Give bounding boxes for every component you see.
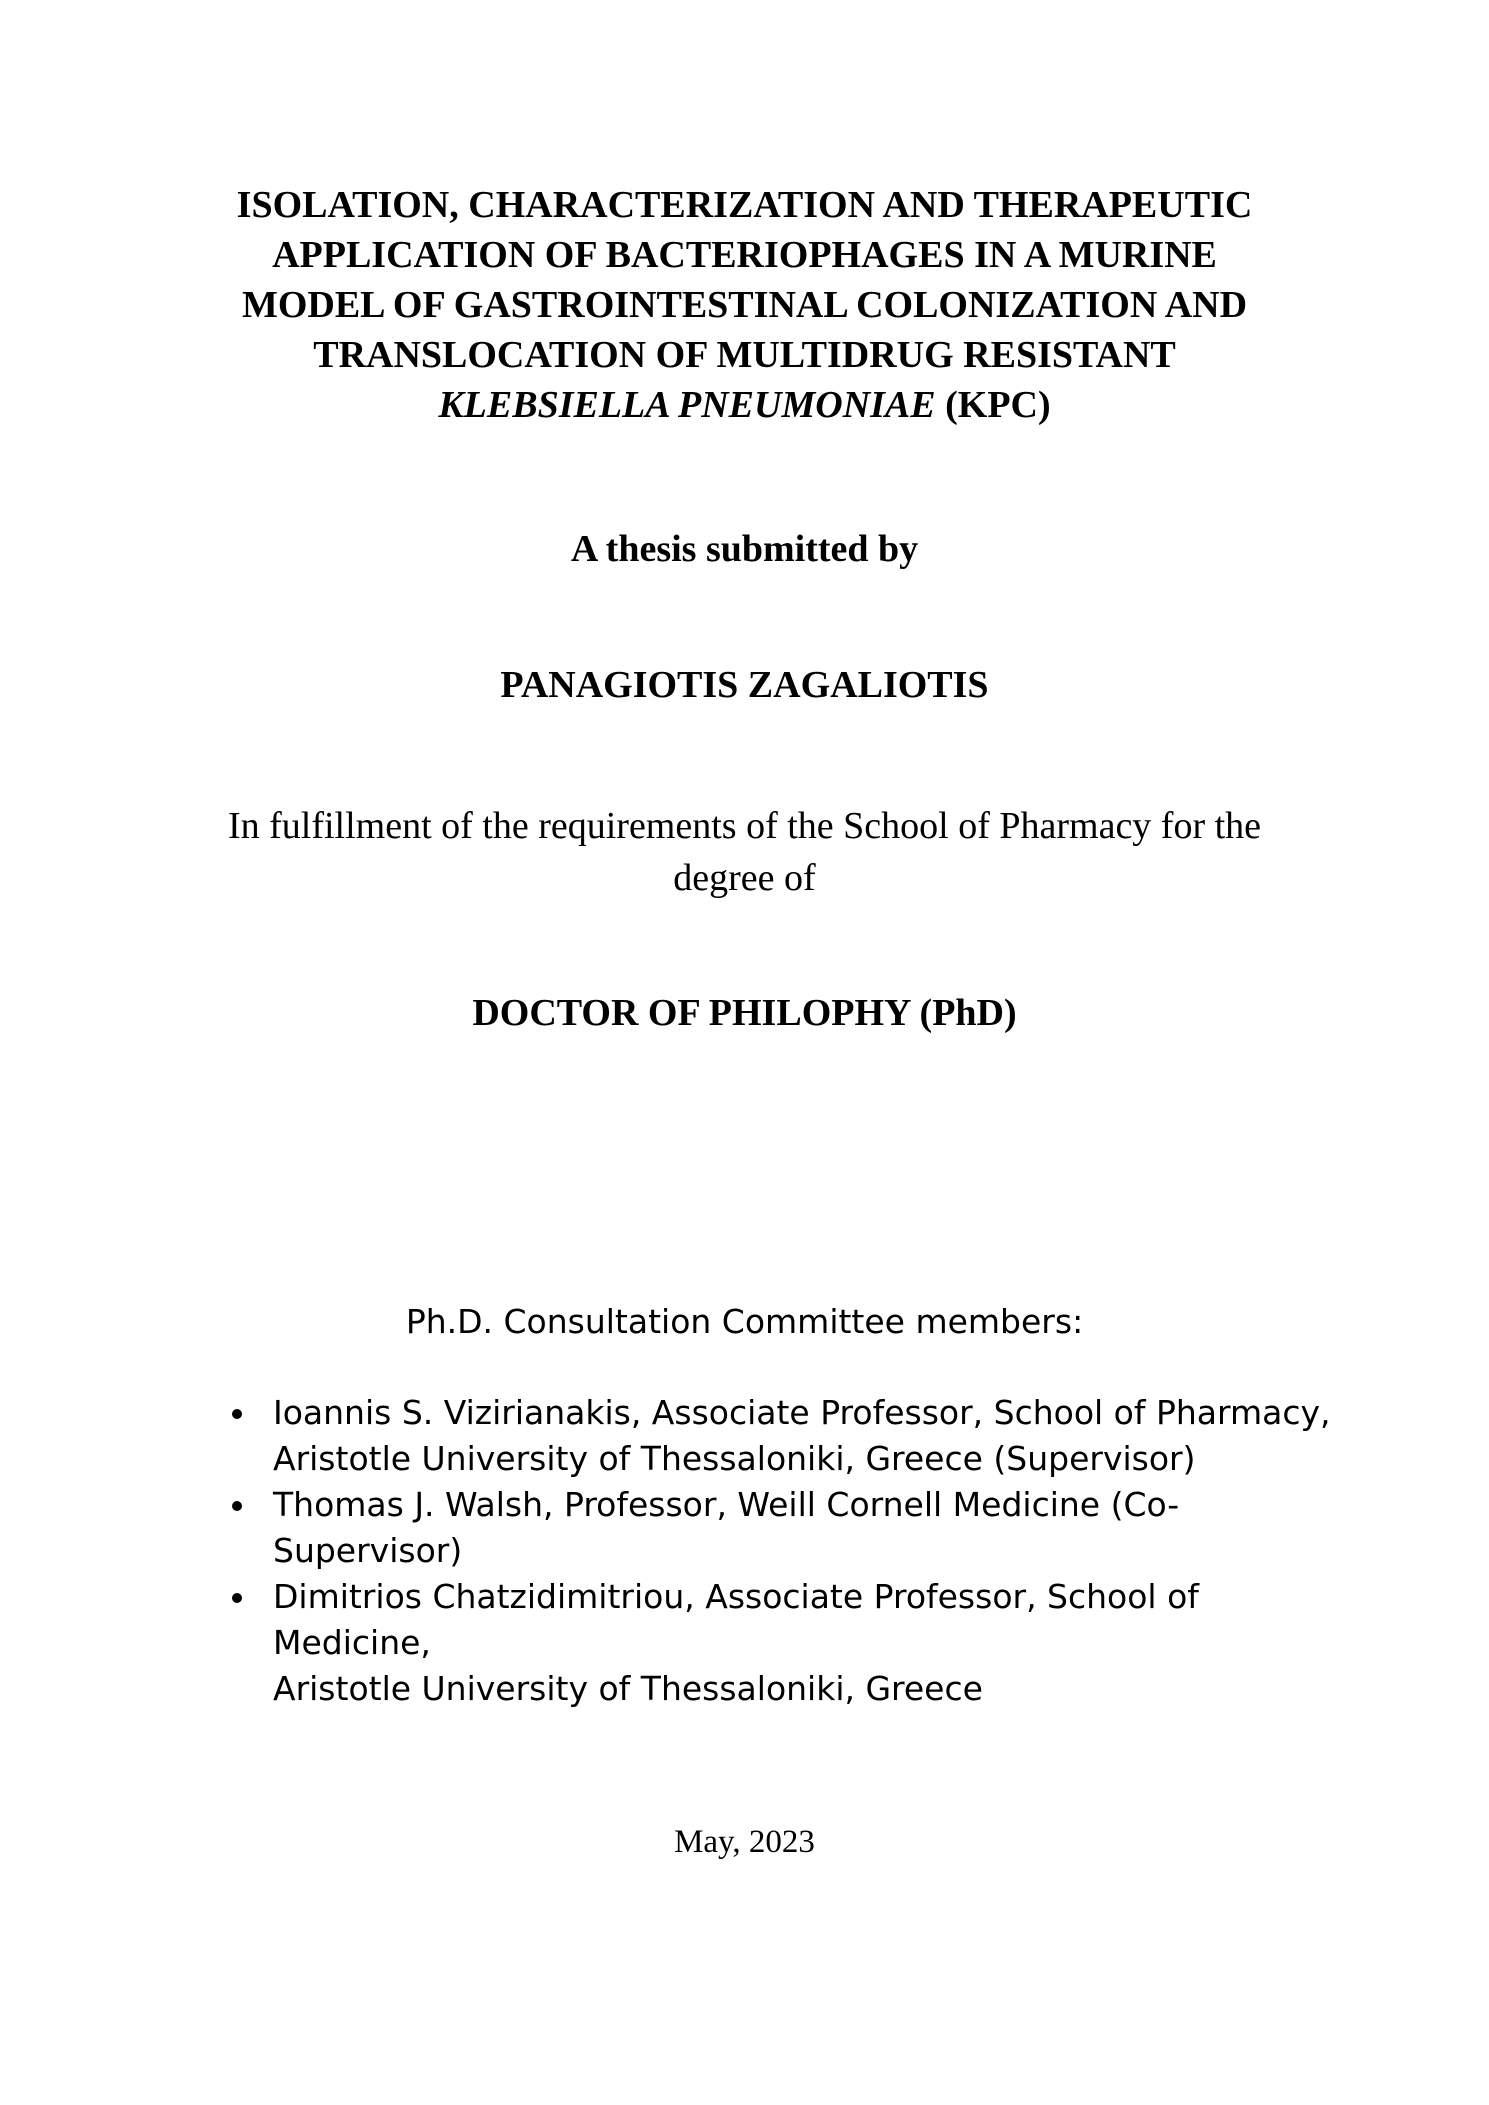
committee-list	[228, 1390, 1358, 1712]
bullet-icon	[232, 1409, 242, 1419]
title-species-name: KLEBSIELLA PNEUMONIAE	[438, 384, 936, 426]
committee-member	[228, 1482, 1358, 1574]
committee-member	[228, 1390, 1358, 1482]
title-line-3: MODEL OF GASTROINTESTINAL COLONIZATION AND	[241, 284, 1248, 326]
submission-date: May, 2023	[674, 1824, 815, 1860]
committee-heading: Ph.D. Consultation Committee members:	[405, 1302, 1084, 1341]
committee-member-line-2: Aristotle University of Thessaloniki, Greece	[273, 1669, 983, 1708]
title-line-4: TRANSLOCATION OF MULTIDRUG RESISTANT	[313, 334, 1176, 376]
title-line-2: APPLICATION OF BACTERIOPHAGES IN A MURINE	[272, 234, 1217, 276]
author-name: PANAGIOTIS ZAGALIOTIS	[500, 664, 989, 706]
committee-member-line-2: Aristotle University of Thessaloniki, Greece (Supervisor)	[273, 1439, 1196, 1478]
thesis-title	[140, 180, 1349, 430]
title-line-1: ISOLATION, CHARACTERIZATION AND THERAPEUTIC	[236, 184, 1253, 226]
committee-member-line-1: Ioannis S. Vizirianakis, Associate Professor, School of Pharmacy,	[273, 1393, 1331, 1432]
fulfillment-statement	[140, 800, 1349, 904]
committee-member-line-1: Thomas J. Walsh, Professor, Weill Cornell Medicine (Co-Supervisor)	[273, 1485, 1180, 1570]
fulfillment-line-1: In fulfillment of the requirements of the School of Pharmacy for the	[227, 805, 1262, 847]
bullet-icon	[232, 1593, 242, 1603]
committee-member	[228, 1574, 1358, 1712]
fulfillment-line-2: degree of	[673, 857, 816, 899]
bullet-icon	[232, 1501, 242, 1511]
committee-member-line-1: Dimitrios Chatzidimitriou, Associate Professor, School of Medicine,	[273, 1577, 1199, 1662]
degree-title: DOCTOR OF PHILOPHY (PhD)	[472, 992, 1017, 1034]
title-species-suffix: (KPC)	[935, 384, 1051, 426]
submitted-by-label: A thesis submitted by	[570, 528, 919, 570]
title-line-5	[140, 380, 1349, 430]
